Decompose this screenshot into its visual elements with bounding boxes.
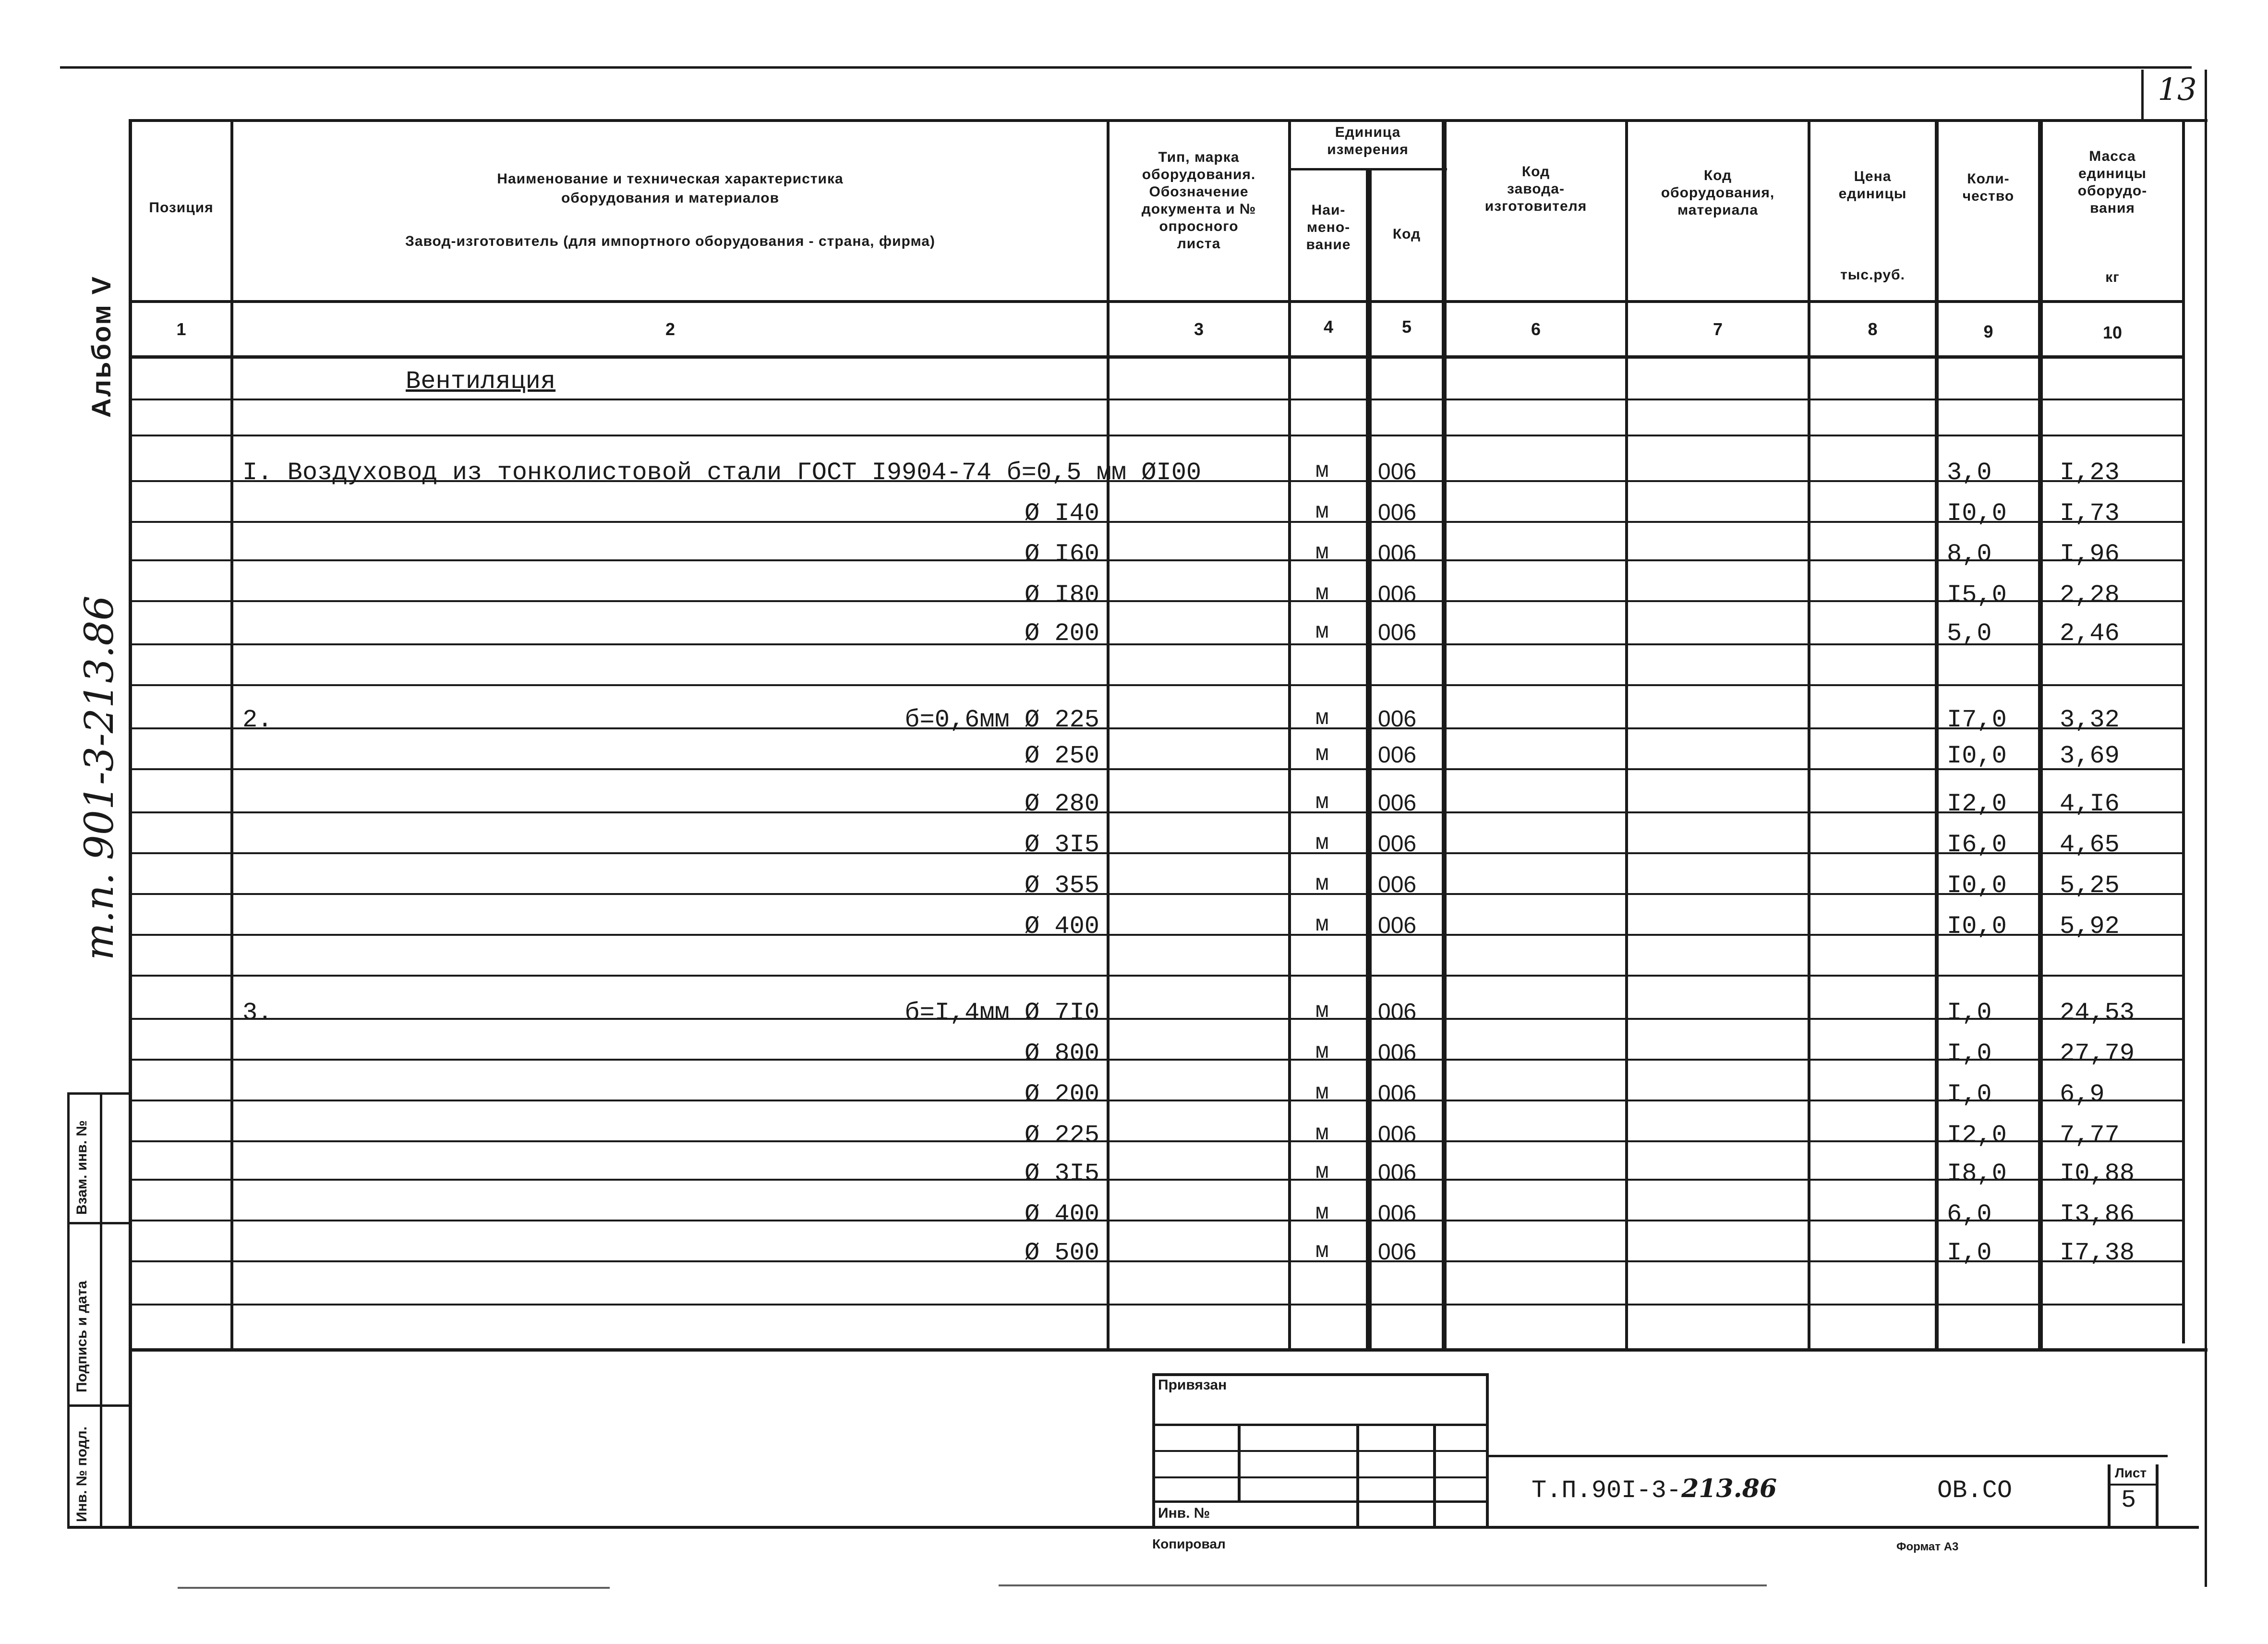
row-mass: I,23 [2060,459,2120,487]
tb-col-b [1356,1424,1359,1527]
tb-row-2 [1152,1450,1488,1452]
tb-sheet-number: 5 [2121,1486,2136,1514]
row-mass: 7,77 [2060,1121,2120,1149]
row-line [132,1018,2182,1020]
row-unit-code: 006 [1378,1239,1417,1265]
row-unit: м [1315,540,1329,565]
col-line-4 [1366,168,1372,1352]
frame-right-outer [2205,70,2207,1587]
row-unit-code: 006 [1378,620,1417,645]
col-line-3 [1288,119,1291,1351]
header-type: Тип, марка оборудования. Обозначение документа и № опросного листа [1141,149,1256,252]
row-name-right: Ø 3I5 [1024,1160,1099,1188]
row-line [132,893,2182,895]
row-mass: I0,88 [2060,1160,2135,1188]
section-title: Вентиляция [406,367,556,396]
row-mass: 5,92 [2060,912,2120,941]
stamp-sep-1 [67,1222,132,1224]
doc-code-vertical: т.п. 901-3-213.86 [77,595,122,960]
row-unit-code: 006 [1378,742,1417,768]
row-unit-code: 006 [1378,831,1417,857]
row-unit-code: 006 [1378,913,1417,938]
row-name-right: Ø 3I5 [1024,831,1099,859]
row-unit: м [1315,831,1329,856]
header-mass: Масса единицы оборудо- вания [2077,148,2147,216]
row-mass: I7,38 [2060,1239,2135,1267]
row-quantity: I0,0 [1947,871,2007,900]
row-name-right: Ø 355 [1024,871,1099,900]
row-unit-code: 006 [1378,459,1417,484]
header-name-line1: Наименование и техническая характеристика [497,171,844,187]
tb-mark: ОВ.СО [1937,1476,2013,1505]
row-mass: 6,9 [2060,1080,2105,1109]
row-name-right: Ø I60 [1024,540,1099,568]
row-name-right: Ø 280 [1024,790,1099,818]
row-unit-code: 006 [1378,1201,1417,1226]
header-position: Позиция [149,200,214,216]
header-unit-group: Единица измерения [1327,124,1409,157]
row-name-right: Ø 200 [1024,619,1099,648]
tb-col-c [1433,1424,1436,1527]
row-quantity: I2,0 [1947,1121,2007,1149]
colnum-2: 2 [665,319,676,339]
row-name-left: 3. [242,999,273,1027]
colnum-3: 3 [1194,319,1204,339]
row-name-right: Ø 400 [1024,912,1099,941]
row-mass: I,96 [2060,540,2120,568]
row-line [132,1220,2182,1221]
tb-privyazan-top [1152,1373,1488,1376]
stamp-replace-inv: Взам. инв. № [74,1120,90,1215]
row-line [132,1059,2182,1061]
row-quantity: I0,0 [1947,499,2007,528]
row-name-right: Ø I40 [1024,499,1099,528]
stamp-signature-date: Подпись и дата [74,1281,90,1392]
tb-sheet-right [2156,1464,2159,1527]
header-price-unit: тыс.руб. [1840,267,1905,283]
row-line [132,684,2182,686]
row-name-right: б=I,4мм Ø 7I0 [905,999,1099,1027]
header-bottom [129,300,2184,303]
row-unit: м [1315,459,1329,484]
header-mass-unit: кг [2105,269,2120,285]
col-line-7 [1808,119,1810,1351]
row-mass: 5,25 [2060,871,2120,900]
row-unit: м [1315,499,1329,524]
header-equipment-code: Код оборудования, материала [1661,168,1775,218]
row-line [132,1140,2182,1142]
row-unit-code: 006 [1378,1040,1417,1065]
row-line [132,1179,2182,1181]
bottom-dash-1 [178,1587,610,1589]
bottom-dash-2 [999,1584,1767,1586]
row-line [132,1100,2182,1101]
row-mass: 2,28 [2060,581,2120,609]
row-line [132,1260,2182,1262]
row-mass: 2,46 [2060,619,2120,648]
row-line [132,852,2182,854]
row-unit: м [1315,1200,1329,1225]
row-quantity: I,0 [1947,1239,1992,1267]
row-line [132,1304,2182,1306]
row-name-left: 2. [242,706,273,734]
row-unit-code: 006 [1378,1160,1417,1185]
row-unit: м [1315,1160,1329,1185]
row-unit: м [1315,1121,1329,1146]
colnum-bottom [129,355,2184,359]
row-unit-code: 006 [1378,1081,1417,1106]
row-line [132,768,2182,770]
row-unit-code: 006 [1378,581,1417,607]
tb-sheet-left [2108,1464,2111,1527]
row-mass: 4,65 [2060,831,2120,859]
stamp-mid [100,1092,102,1528]
row-quantity: I,0 [1947,1080,1992,1109]
tb-sheet-mid [2108,1484,2158,1486]
row-quantity: 6,0 [1947,1200,1992,1229]
col-line-2 [1107,119,1110,1351]
row-mass: 3,32 [2060,706,2120,734]
tb-row-4 [1152,1500,1488,1503]
row-unit: м [1315,742,1329,767]
row-unit: м [1315,1040,1329,1064]
stamp-top [67,1092,132,1095]
row-unit: м [1315,999,1329,1024]
row-unit-code: 006 [1378,1122,1417,1147]
row-quantity: I2,0 [1947,790,2007,818]
row-line [132,934,2182,936]
row-name-right: Ø 800 [1024,1040,1099,1068]
col-line-8 [1935,119,1939,1351]
row-line [132,600,2182,602]
frame-left [129,119,132,1526]
row-line [132,399,2182,400]
sheet-mark: 13 [2158,72,2197,108]
footer-format: Формат А3 [1896,1540,1959,1553]
header-quantity: Коли- чество [1962,171,2015,204]
tb-row-3 [1152,1476,1488,1478]
col-line-9 [2038,119,2043,1351]
row-unit-code: 006 [1378,999,1417,1025]
row-line [132,559,2182,561]
album-label: Альбом V [86,275,116,418]
row-line [132,727,2182,729]
tb-main-top [1486,1455,2168,1457]
row-mass: I3,86 [2060,1200,2135,1229]
row-line [132,435,2182,436]
row-unit: м [1315,1080,1329,1105]
colnum-6: 6 [1531,319,1541,339]
row-quantity: 5,0 [1947,619,1992,648]
row-unit: м [1315,912,1329,937]
row-quantity: 8,0 [1947,540,1992,568]
header-unit-code: Код [1392,226,1421,242]
row-quantity: I,0 [1947,1040,1992,1068]
colnum-9: 9 [1983,322,1993,341]
colnum-8: 8 [1868,319,1878,339]
tb-col-a [1238,1424,1241,1500]
header-name-line2: оборудования и материалов [561,190,780,206]
row-name-right: Ø 200 [1024,1080,1099,1109]
row-name-right: б=0,6мм Ø 225 [905,706,1099,734]
row-name-right: Ø 400 [1024,1200,1099,1229]
row-unit-code: 006 [1378,500,1417,525]
row-unit: м [1315,1239,1329,1264]
tb-sheet-label: Лист [2115,1465,2147,1480]
row-quantity: I5,0 [1947,581,2007,609]
stamp-sep-2 [67,1404,132,1407]
colnum-7: 7 [1713,319,1723,339]
colnum-4: 4 [1323,317,1334,337]
row-unit: м [1315,619,1329,644]
tb-doc-number-suffix: 213.86 [1681,1474,1777,1503]
row-unit-code: 006 [1378,541,1417,566]
stamp-left [67,1092,70,1528]
tb-doc-number [1532,1474,1777,1505]
row-line [132,521,2182,523]
row-unit: м [1315,871,1329,896]
sheet-mark-box-left [2141,70,2144,121]
col-line-6 [1625,119,1628,1351]
row-quantity: I8,0 [1947,1160,2007,1188]
row-mass: 27,79 [2060,1040,2135,1068]
row-name-right: Ø 225 [1024,1121,1099,1149]
colnum-10: 10 [2102,323,2123,342]
row-mass: 24,53 [2060,999,2135,1027]
row-quantity: I,0 [1947,999,1992,1027]
row-name-right: Ø I80 [1024,581,1099,609]
col-line-5 [1442,119,1447,1351]
top-rule [60,66,2192,69]
tb-inv-no: Инв. № [1158,1505,1210,1521]
row-quantity: I0,0 [1947,912,2007,941]
row-name-left: I. Воздуховод из тонколистовой стали ГОСТ I9904-74 б=0,5 мм ØI00 [242,459,1202,487]
row-unit-code: 006 [1378,706,1417,732]
header-name-line3: Завод-изготовитель (для импортного оборудования - страна, фирма) [405,233,935,249]
tb-doc-number-prefix: Т.П.90I-3- [1532,1476,1682,1505]
row-name-right: Ø 500 [1024,1239,1099,1267]
tb-row-1 [1152,1424,1488,1426]
row-unit: м [1315,581,1329,606]
row-unit-code: 006 [1378,872,1417,897]
row-quantity: 3,0 [1947,459,1992,487]
header-price: Цена единицы [1838,169,1907,202]
table-bottom [129,1348,2208,1352]
stamp-inv-original: Инв. № подл. [74,1426,90,1522]
header-unit-name: Наи- мено- вание [1306,202,1351,253]
row-mass: I,73 [2060,499,2120,528]
row-unit: м [1315,706,1329,731]
tb-privyazan: Привязан [1158,1377,1227,1393]
colnum-1: 1 [176,319,186,339]
row-quantity: I7,0 [1947,706,2007,734]
footer-copied: Копировал [1152,1536,1226,1551]
colnum-5: 5 [1401,317,1412,337]
row-line [132,811,2182,813]
row-quantity: I6,0 [1947,831,2007,859]
frame-bottom [67,1526,2199,1529]
row-line [132,975,2182,977]
row-mass: 4,I6 [2060,790,2120,818]
row-unit-code: 006 [1378,790,1417,816]
row-line [132,643,2182,645]
header-plant-code: Код завода- изготовителя [1484,164,1587,214]
col-line-1 [230,119,233,1351]
row-mass: 3,69 [2060,742,2120,770]
row-unit: м [1315,790,1329,815]
row-name-right: Ø 250 [1024,742,1099,770]
row-quantity: I0,0 [1947,742,2007,770]
frame-top [129,119,2208,122]
